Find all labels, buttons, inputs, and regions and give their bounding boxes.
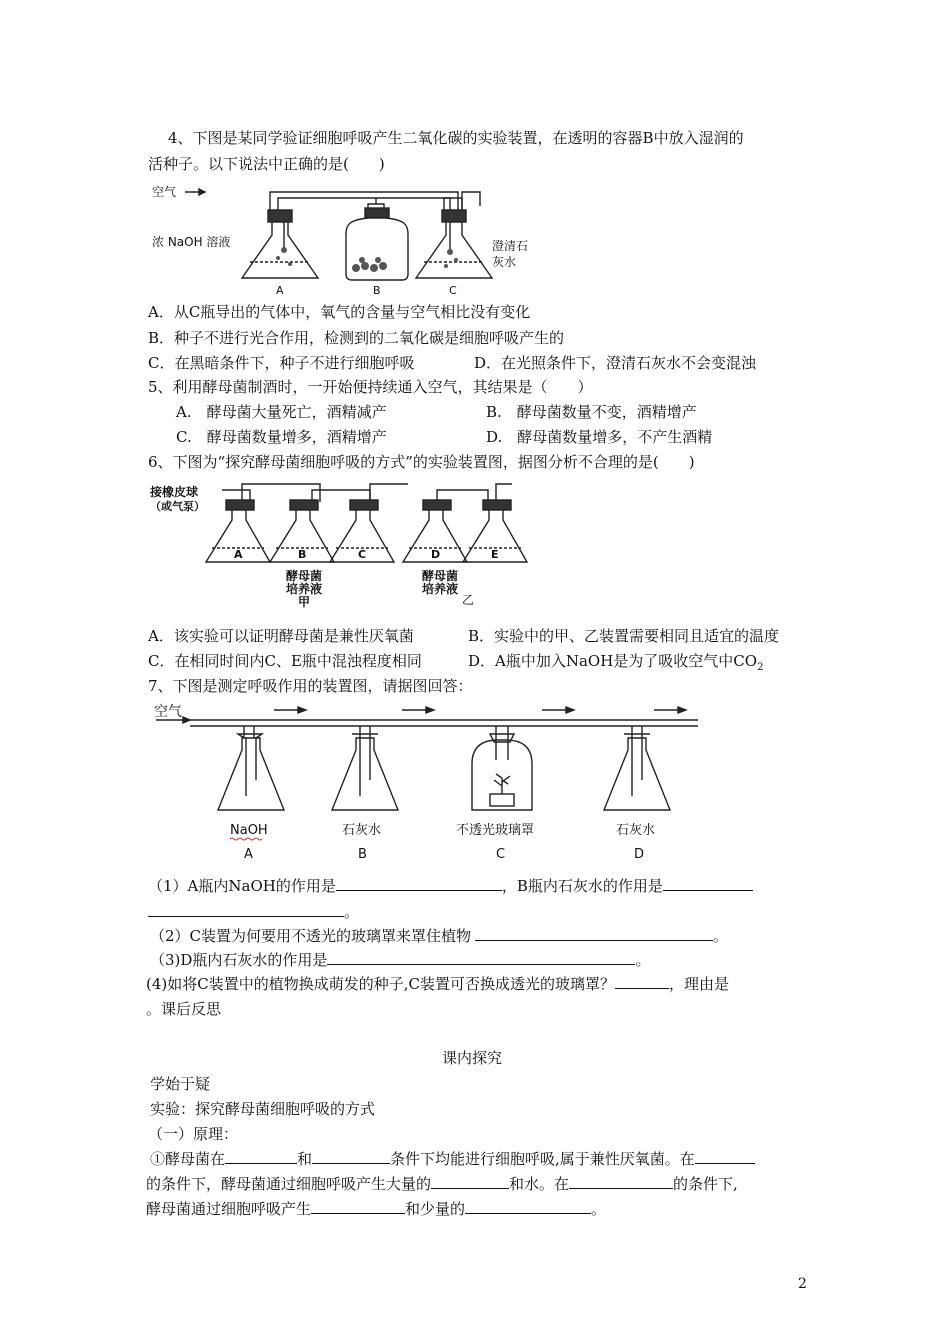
q7-blank-5[interactable] [327, 950, 635, 965]
q4-fig-air-label: 空气 [152, 185, 177, 199]
q6-fig-yeast-label-yi-1: 酵母菌 [422, 569, 459, 583]
q4-fig-label-c: C [449, 284, 457, 297]
principle-line-1: ①酵母菌在 和 条件下均能进行细胞呼吸,属于兼性厌氧菌。在 [150, 1149, 755, 1169]
q6-option-b: B．实验中的甲、乙装置需要相同且适宜的温度 [468, 627, 780, 645]
q7-blank-2[interactable] [663, 876, 753, 891]
q4-fig-lime-label-2: 灰水 [492, 255, 517, 269]
q6-fig-yi-label: 乙 [462, 593, 475, 607]
page-number: 2 [798, 1276, 807, 1292]
principle-blank-6[interactable] [311, 1199, 405, 1214]
q7-fig-label-b: B [358, 847, 367, 862]
q5-option-c: C. 酵母菌数量增多，酒精增产 [176, 428, 387, 446]
q6-option-d: D．A瓶中加入NaOH是为了吸收空气中$CO_2$ [468, 652, 764, 673]
q4-option-a: A．从C瓶导出的气体中，氧气的含量与空气相比没有变化 [148, 303, 531, 321]
q4-fig-label-a: A [276, 284, 284, 297]
q6-apparatus-figure [150, 476, 550, 610]
section-title: 课内探究 [442, 1049, 503, 1067]
q7-part2: （2）C装置为何要用不透光的玻璃罩来罩住植物 。 [150, 927, 729, 945]
q5-option-b: B. 酵母菌数量不变，酒精增产 [486, 403, 697, 421]
experiment-title: 实验：探究酵母菌细胞呼吸的方式 [150, 1100, 376, 1118]
q4-option-c: C．在黑暗条件下，种子不进行细胞呼吸 [148, 354, 415, 372]
q4-fig-naoh-label: 浓 NaOH 溶液 [152, 235, 231, 249]
q6-fig-label-d: D [431, 548, 441, 561]
q7-part4-end: 。课后反思 [146, 1000, 222, 1018]
q6-fig-label-e: E [491, 548, 499, 561]
q7-part3: （3)D瓶内石灰水的作用是 。 [150, 951, 651, 969]
principle-blank-3[interactable] [695, 1149, 755, 1164]
q6-fig-label-b: B [298, 548, 307, 561]
q4-fig-lime-label-1: 澄清石 [492, 239, 529, 253]
q5-option-d: D. 酵母菌数量增多，不产生酒精 [486, 428, 713, 446]
q7-blank-3[interactable] [148, 902, 344, 917]
q7-fig-label-a: A [244, 847, 253, 862]
q6-option-a: A．该实验可以证明酵母菌是兼性厌氧菌 [148, 627, 414, 645]
q7-fig-air-label: 空气 [154, 704, 182, 720]
q7-fig-lime-label-d: 石灰水 [616, 823, 656, 838]
principle-line-3: 酵母菌通过细胞呼吸产生 和少量的 。 [146, 1200, 607, 1218]
q4-option-d: D．在光照条件下，澄清石灰水不会变混浊 [474, 354, 757, 372]
q5-option-a: A. 酵母菌大量死亡，酒精减产 [176, 403, 387, 421]
q7-fig-naoh-label: NaOH [230, 823, 268, 838]
q6-fig-jia-label: 甲 [298, 595, 311, 609]
principle-heading: （一）原理： [148, 1125, 239, 1143]
q7-blank-4[interactable] [475, 926, 713, 941]
q6-fig-yeast-label-jia-2: 培养液 [286, 582, 323, 596]
q6-fig-label-c: C [358, 548, 367, 561]
q7-part1: （1）A瓶内NaOH的作用是 ，B瓶内石灰水的作用是 [148, 876, 753, 896]
principle-blank-5[interactable] [569, 1174, 673, 1189]
q7-stem: 7、下图是测定呼吸作用的装置图，请据图回答： [148, 677, 473, 695]
q6-fig-label-a: A [234, 548, 243, 561]
q6-stem: 6、下图为“探究酵母菌细胞呼吸的方式”的实验装置图，据图分析不合理的是( ) [148, 453, 695, 471]
q6-fig-yeast-label-yi-2: 培养液 [422, 582, 459, 596]
q7-fig-cover-label: 不透光玻璃罩 [456, 823, 535, 838]
principle-blank-7[interactable] [465, 1199, 591, 1214]
q4-stem-line1: 4、下图是某同学验证细胞呼吸产生二氧化碳的实验装置，在透明的容器B中放入湿润的 [168, 129, 744, 147]
q7-blank-6[interactable] [615, 974, 669, 989]
principle-line-2: 的条件下，酵母菌通过细胞呼吸产生大量的 和水。在 的条件下, [146, 1175, 738, 1193]
q6-fig-pump-label-1: 接橡皮球 [150, 485, 199, 499]
principle-blank-1[interactable] [225, 1149, 297, 1164]
section-subtitle: 学始于疑 [150, 1075, 211, 1093]
q6-option-c: C．在相同时间内C、E瓶中混浊程度相同 [148, 652, 422, 670]
q6-fig-pump-label-2: （或气泵） [150, 500, 205, 513]
q7-blank-1[interactable] [336, 876, 502, 891]
q7-part1-continued: 。 [148, 902, 359, 922]
principle-blank-4[interactable] [431, 1174, 509, 1189]
q5-stem: 5、利用酵母菌制酒时，一开始便持续通入空气，其结果是（ ） [148, 378, 593, 396]
q4-apparatus-figure [150, 180, 550, 300]
q4-option-b: B．种子不进行光合作用，检测到的二氧化碳是细胞呼吸产生的 [148, 329, 565, 347]
q7-fig-lime-label-b: 石灰水 [342, 823, 382, 838]
q7-fig-label-d: D [634, 847, 645, 862]
q7-apparatus-figure [150, 700, 710, 866]
q7-part4: (4)如将C装置中的植物换成萌发的种子,C装置可否换成透光的玻璃罩？ ，理由是 [146, 975, 729, 993]
q6-fig-yeast-label-jia-1: 酵母菌 [286, 569, 323, 583]
q4-fig-label-b: B [373, 284, 381, 297]
principle-blank-2[interactable] [312, 1149, 390, 1164]
q4-stem-line2: 活种子。以下说法中正确的是( ) [148, 155, 385, 173]
q7-fig-label-c: C [496, 847, 506, 862]
